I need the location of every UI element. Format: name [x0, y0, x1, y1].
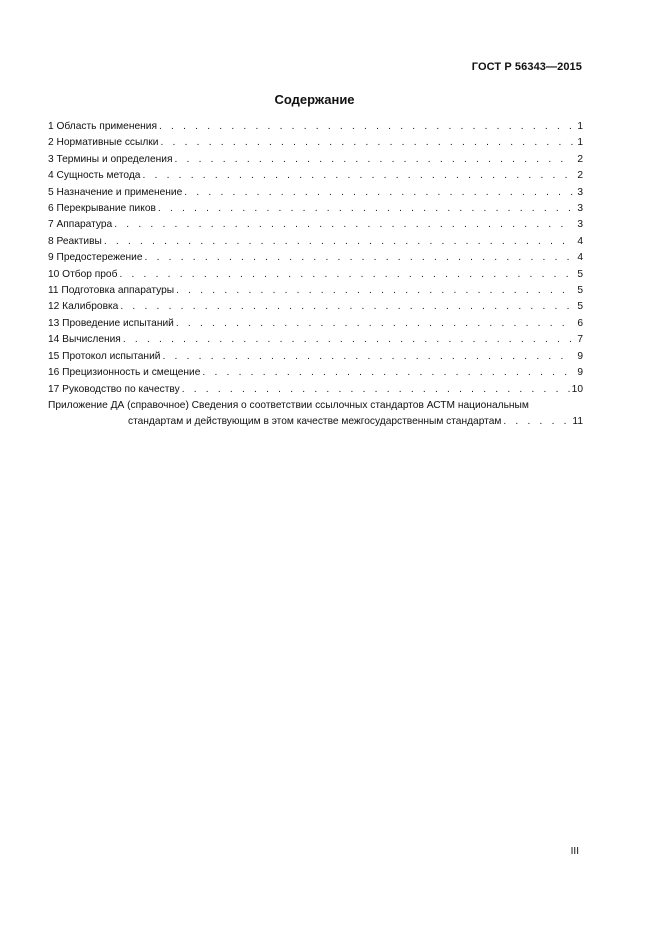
toc-entry-page: 5	[577, 301, 583, 313]
toc-entry-label: 6 Перекрывание пиков	[48, 203, 156, 215]
toc-leader-dots	[119, 267, 573, 283]
toc-entry-page: 6	[577, 317, 583, 329]
toc-entry-page: 4	[577, 252, 583, 264]
toc-entry-label: 1 Область применения	[48, 121, 157, 132]
toc-title: Содержание	[274, 92, 355, 107]
toc-entry-page: 3	[577, 186, 583, 198]
toc-leader-dots	[184, 185, 573, 201]
toc-entry-page: 2	[577, 170, 583, 182]
toc-entry-page: 9	[577, 367, 583, 379]
toc-entry-label: 13 Проведение испытаний	[48, 317, 174, 329]
toc-entry[interactable]	[48, 217, 583, 233]
toc-entry-page: 3	[577, 203, 583, 215]
toc-entry-page: 5	[577, 285, 583, 297]
toc-leader-dots	[162, 349, 573, 365]
toc-entry-label: 12 Калибровка	[48, 301, 119, 313]
toc-entry[interactable]	[48, 332, 583, 348]
toc-entry-label: 9 Предостережение	[48, 252, 143, 264]
toc-appendix-entry[interactable]	[48, 398, 583, 431]
toc-entry-label: 5 Назначение и применение	[48, 186, 183, 198]
toc-entry-label: 17 Руководство по качеству	[48, 383, 180, 395]
toc-leader-dots	[123, 332, 573, 348]
toc-entry-label: 3 Термины и определения	[48, 153, 173, 165]
toc-entry-page: 1	[577, 137, 583, 149]
toc-leader-dots	[202, 365, 573, 381]
toc-leader-dots	[145, 250, 573, 266]
toc-leader-dots	[174, 152, 573, 168]
toc-entry-label: 2 Нормативные ссылки	[48, 137, 159, 149]
toc-entry[interactable]	[48, 267, 583, 283]
toc-entry[interactable]	[48, 168, 583, 184]
toc-entry-label: 14 Вычисления	[48, 334, 121, 346]
toc-entry-label: 15 Протокол испытаний	[48, 350, 161, 362]
toc-entry-page: 1	[577, 121, 583, 132]
toc-leader-dots	[176, 316, 573, 332]
toc-entry[interactable]	[48, 365, 583, 381]
toc-entry[interactable]	[48, 349, 583, 365]
toc-entry[interactable]	[48, 250, 583, 266]
toc-appendix-title-line2: стандартам и действующим в этом качестве межгосударственным стандартам	[128, 416, 502, 428]
toc-leader-dots	[104, 234, 573, 250]
toc-entry[interactable]	[48, 119, 583, 135]
toc-entry[interactable]	[48, 283, 583, 299]
toc-appendix-page: 11	[572, 416, 583, 428]
toc-leader-dots	[182, 382, 570, 398]
toc-leader-dots	[176, 283, 573, 299]
toc-entry-label: 11 Подготовка аппаратуры	[48, 285, 175, 297]
toc-entry[interactable]	[48, 299, 583, 315]
document-header-code: ГОСТ Р 56343—2015	[471, 61, 582, 73]
page-number: III	[570, 846, 579, 857]
toc-entry[interactable]	[48, 201, 583, 217]
toc-leader-dots	[158, 201, 573, 217]
toc-entry-label: 8 Реактивы	[48, 235, 102, 247]
toc-entry-label: 16 Прецизионность и смещение	[48, 367, 201, 379]
toc-entry-page: 2	[577, 153, 583, 165]
table-of-contents	[48, 119, 583, 431]
toc-entry[interactable]	[48, 185, 583, 201]
toc-entry-label: 10 Отбор проб	[48, 268, 118, 280]
toc-entry[interactable]	[48, 382, 583, 398]
toc-appendix-title-line1: Приложение ДА (справочное) Сведения о соответствии ссылочных стандартов АСТМ национальным	[48, 399, 529, 411]
toc-entry[interactable]	[48, 135, 583, 151]
toc-appendix-row	[48, 414, 583, 430]
toc-entry[interactable]	[48, 316, 583, 332]
toc-leader-dots	[142, 168, 573, 184]
toc-entry-label: 4 Сущность метода	[48, 170, 141, 182]
toc-entry-page: 9	[577, 350, 583, 362]
toc-entry[interactable]	[48, 234, 583, 250]
toc-entry-label: 7 Аппаратура	[48, 219, 113, 231]
toc-entry-page: 3	[577, 219, 583, 231]
toc-entry[interactable]	[48, 152, 583, 168]
toc-entry-page: 7	[577, 334, 583, 346]
toc-leader-dots	[114, 217, 573, 233]
toc-leader-dots	[120, 299, 573, 315]
toc-leader-dots	[503, 414, 570, 430]
toc-entry-page: 4	[577, 235, 583, 247]
toc-leader-dots	[160, 135, 573, 151]
toc-entry-page: 5	[577, 268, 583, 280]
toc-leader-dots	[159, 119, 573, 135]
toc-entry-page: 10	[571, 383, 583, 395]
